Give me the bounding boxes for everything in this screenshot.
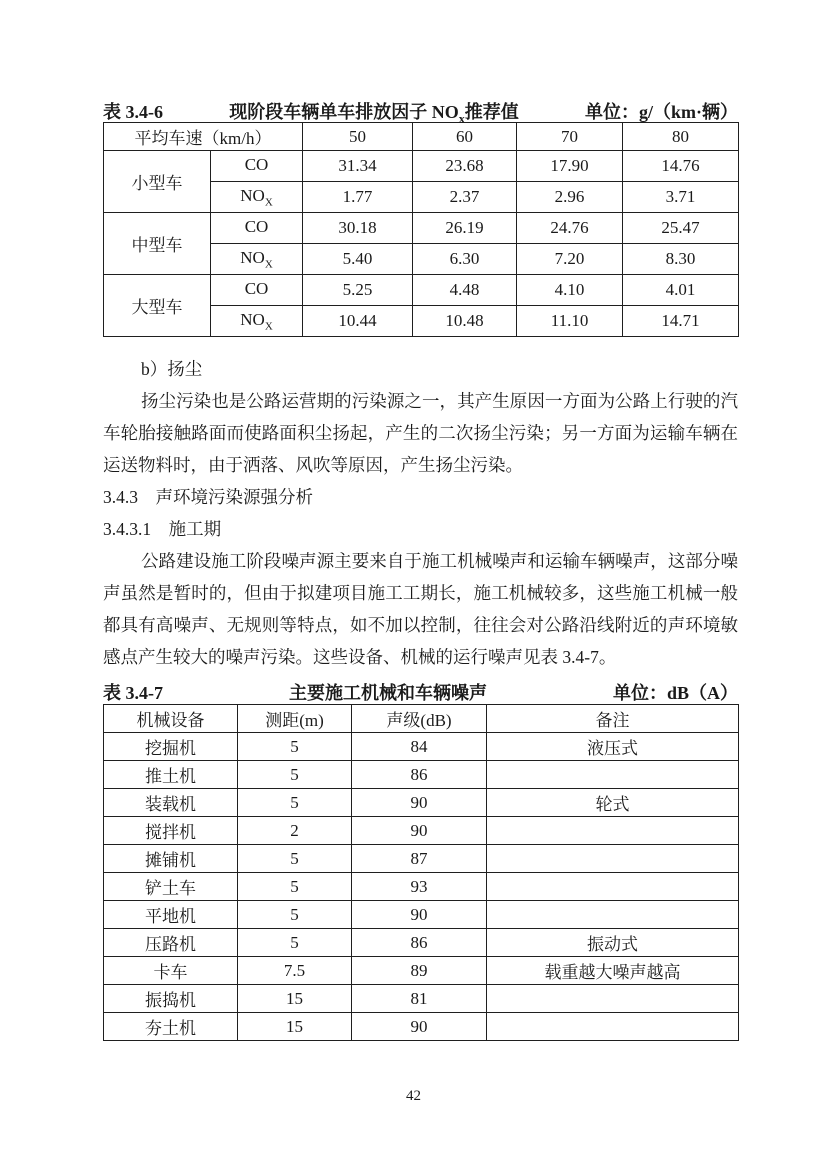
value-cell: 11.10 <box>517 306 623 337</box>
note-cell: 振动式 <box>487 929 739 957</box>
emission-table-unit: 单位：g/（km·辆） <box>584 102 738 122</box>
value-cell: 14.76 <box>623 151 739 182</box>
value-cell: 4.10 <box>517 275 623 306</box>
value-cell: 5.40 <box>303 244 413 275</box>
note-cell <box>487 985 739 1013</box>
dust-heading: b）扬尘 <box>141 359 203 379</box>
level-cell: 89 <box>352 957 487 985</box>
emission-table-label: 表 3.4-6 <box>103 102 163 122</box>
table-row <box>104 873 739 901</box>
pollutant-cell <box>211 213 303 244</box>
page-number: 42 <box>406 1088 421 1104</box>
section-heading-noise: 3.4.3 声环境污染源强分析 <box>103 487 313 507</box>
equipment-cell: 装载机 <box>104 789 238 817</box>
section-heading-construction: 3.4.3.1 施工期 <box>103 519 222 539</box>
header-cell: 70 <box>517 123 623 151</box>
distance-cell: 5 <box>238 901 352 929</box>
noise-table-label: 表 3.4-7 <box>103 683 163 703</box>
table-row <box>104 275 739 306</box>
equipment-cell: 搅拌机 <box>104 817 238 845</box>
note-cell: 轮式 <box>487 789 739 817</box>
noise-table <box>103 704 739 1041</box>
equipment-cell: 平地机 <box>104 901 238 929</box>
value-cell: 7.20 <box>517 244 623 275</box>
header-cell: 平均车速（km/h） <box>104 123 303 151</box>
header-cell: 机械设备 <box>104 705 238 733</box>
pollutant-label: CO <box>244 278 269 298</box>
table-row <box>104 957 739 985</box>
equipment-cell: 挖掘机 <box>104 733 238 761</box>
distance-cell: 15 <box>238 985 352 1013</box>
table-row <box>104 761 739 789</box>
page-content <box>103 98 738 1041</box>
value-cell: 31.34 <box>303 151 413 182</box>
note-cell <box>487 817 739 845</box>
pollutant-cell <box>211 244 303 275</box>
value-cell: 25.47 <box>623 213 739 244</box>
table-row <box>104 789 739 817</box>
table-row <box>104 929 739 957</box>
note-cell <box>487 1013 739 1041</box>
body-text <box>103 353 738 673</box>
emission-table-title <box>229 98 519 127</box>
distance-cell: 5 <box>238 761 352 789</box>
value-cell: 5.25 <box>303 275 413 306</box>
table-row <box>104 151 739 182</box>
pollutant-label: NO <box>240 309 265 329</box>
table-row <box>104 845 739 873</box>
note-cell <box>487 845 739 873</box>
header-cell: 测距(m) <box>238 705 352 733</box>
table-row <box>104 901 739 929</box>
construction-paragraph: 公路建设施工阶段噪声源主要来自于施工机械噪声和运输车辆噪声，这部分噪声虽然是暂时的，但由于拟建项目施工工期长，施工机械较多，这些施工机械一般都具有高噪声、无规则等特点，如不加以控制，往往会对公路沿线附近的声环境敏感点产生较大的噪声污染。这些设备、机械的运行噪声见表 3.4-7。 <box>103 551 738 667</box>
vehicle-cell: 中型车 <box>104 213 211 275</box>
distance-cell: 2 <box>238 817 352 845</box>
value-cell: 4.48 <box>413 275 517 306</box>
pollutant-cell <box>211 151 303 182</box>
level-cell: 90 <box>352 1013 487 1041</box>
value-cell: 1.77 <box>303 182 413 213</box>
noise-table-caption <box>103 679 738 703</box>
emission-table-title-subscript: x <box>458 111 465 126</box>
level-cell: 93 <box>352 873 487 901</box>
value-cell: 3.71 <box>623 182 739 213</box>
note-cell <box>487 901 739 929</box>
pollutant-cell <box>211 275 303 306</box>
pollutant-cell <box>211 306 303 337</box>
distance-cell: 5 <box>238 873 352 901</box>
equipment-cell: 推土机 <box>104 761 238 789</box>
pollutant-subscript: X <box>264 320 273 333</box>
pollutant-label: NO <box>240 247 265 267</box>
noise-table-title: 主要施工机械和车辆噪声 <box>288 683 487 703</box>
value-cell: 4.01 <box>623 275 739 306</box>
value-cell: 26.19 <box>413 213 517 244</box>
table-row <box>104 1013 739 1041</box>
pollutant-subscript: X <box>264 258 273 271</box>
vehicle-cell: 大型车 <box>104 275 211 337</box>
level-cell: 90 <box>352 817 487 845</box>
distance-cell: 5 <box>238 733 352 761</box>
equipment-cell: 铲土车 <box>104 873 238 901</box>
distance-cell: 5 <box>238 845 352 873</box>
value-cell: 2.37 <box>413 182 517 213</box>
equipment-cell: 卡车 <box>104 957 238 985</box>
pollutant-subscript: X <box>264 196 273 209</box>
distance-cell: 5 <box>238 929 352 957</box>
value-cell: 14.71 <box>623 306 739 337</box>
note-cell: 液压式 <box>487 733 739 761</box>
note-cell <box>487 873 739 901</box>
pollutant-label: CO <box>244 154 269 174</box>
distance-cell: 15 <box>238 1013 352 1041</box>
level-cell: 81 <box>352 985 487 1013</box>
distance-cell: 7.5 <box>238 957 352 985</box>
table-row <box>104 817 739 845</box>
vehicle-cell: 小型车 <box>104 151 211 213</box>
emission-factor-table <box>103 122 739 337</box>
emission-table-title-suffix: 推荐值 <box>464 102 519 122</box>
header-cell: 80 <box>623 123 739 151</box>
value-cell: 10.48 <box>413 306 517 337</box>
level-cell: 90 <box>352 901 487 929</box>
level-cell: 84 <box>352 733 487 761</box>
value-cell: 23.68 <box>413 151 517 182</box>
level-cell: 86 <box>352 929 487 957</box>
value-cell: 30.18 <box>303 213 413 244</box>
equipment-cell: 夯土机 <box>104 1013 238 1041</box>
note-cell: 载重越大噪声越高 <box>487 957 739 985</box>
equipment-cell: 摊铺机 <box>104 845 238 873</box>
level-cell: 86 <box>352 761 487 789</box>
header-cell: 备注 <box>487 705 739 733</box>
value-cell: 10.44 <box>303 306 413 337</box>
pollutant-cell <box>211 182 303 213</box>
value-cell: 8.30 <box>623 244 739 275</box>
value-cell: 6.30 <box>413 244 517 275</box>
pollutant-label: NO <box>240 185 265 205</box>
table-header-row <box>104 705 739 733</box>
emission-table-caption <box>103 98 738 126</box>
noise-table-unit: 单位：dB（A） <box>612 683 738 703</box>
note-cell <box>487 761 739 789</box>
level-cell: 90 <box>352 789 487 817</box>
equipment-cell: 压路机 <box>104 929 238 957</box>
header-cell: 50 <box>303 123 413 151</box>
emission-table-title-text: 现阶段车辆单车排放因子 NO <box>229 102 459 122</box>
value-cell: 24.76 <box>517 213 623 244</box>
value-cell: 2.96 <box>517 182 623 213</box>
pollutant-label: CO <box>244 216 269 236</box>
equipment-cell: 振捣机 <box>104 985 238 1013</box>
header-cell: 声级(dB) <box>352 705 487 733</box>
distance-cell: 5 <box>238 789 352 817</box>
header-cell: 60 <box>413 123 517 151</box>
table-row <box>104 985 739 1013</box>
value-cell: 17.90 <box>517 151 623 182</box>
level-cell: 87 <box>352 845 487 873</box>
table-row <box>104 213 739 244</box>
dust-paragraph: 扬尘污染也是公路运营期的污染源之一，其产生原因一方面为公路上行驶的汽车轮胎接触路面而使路面积尘扬起，产生的二次扬尘污染；另一方面为运输车辆在运送物料时，由于洒落、风吹等原因，产生扬尘污染。 <box>103 391 738 475</box>
table-row <box>104 733 739 761</box>
